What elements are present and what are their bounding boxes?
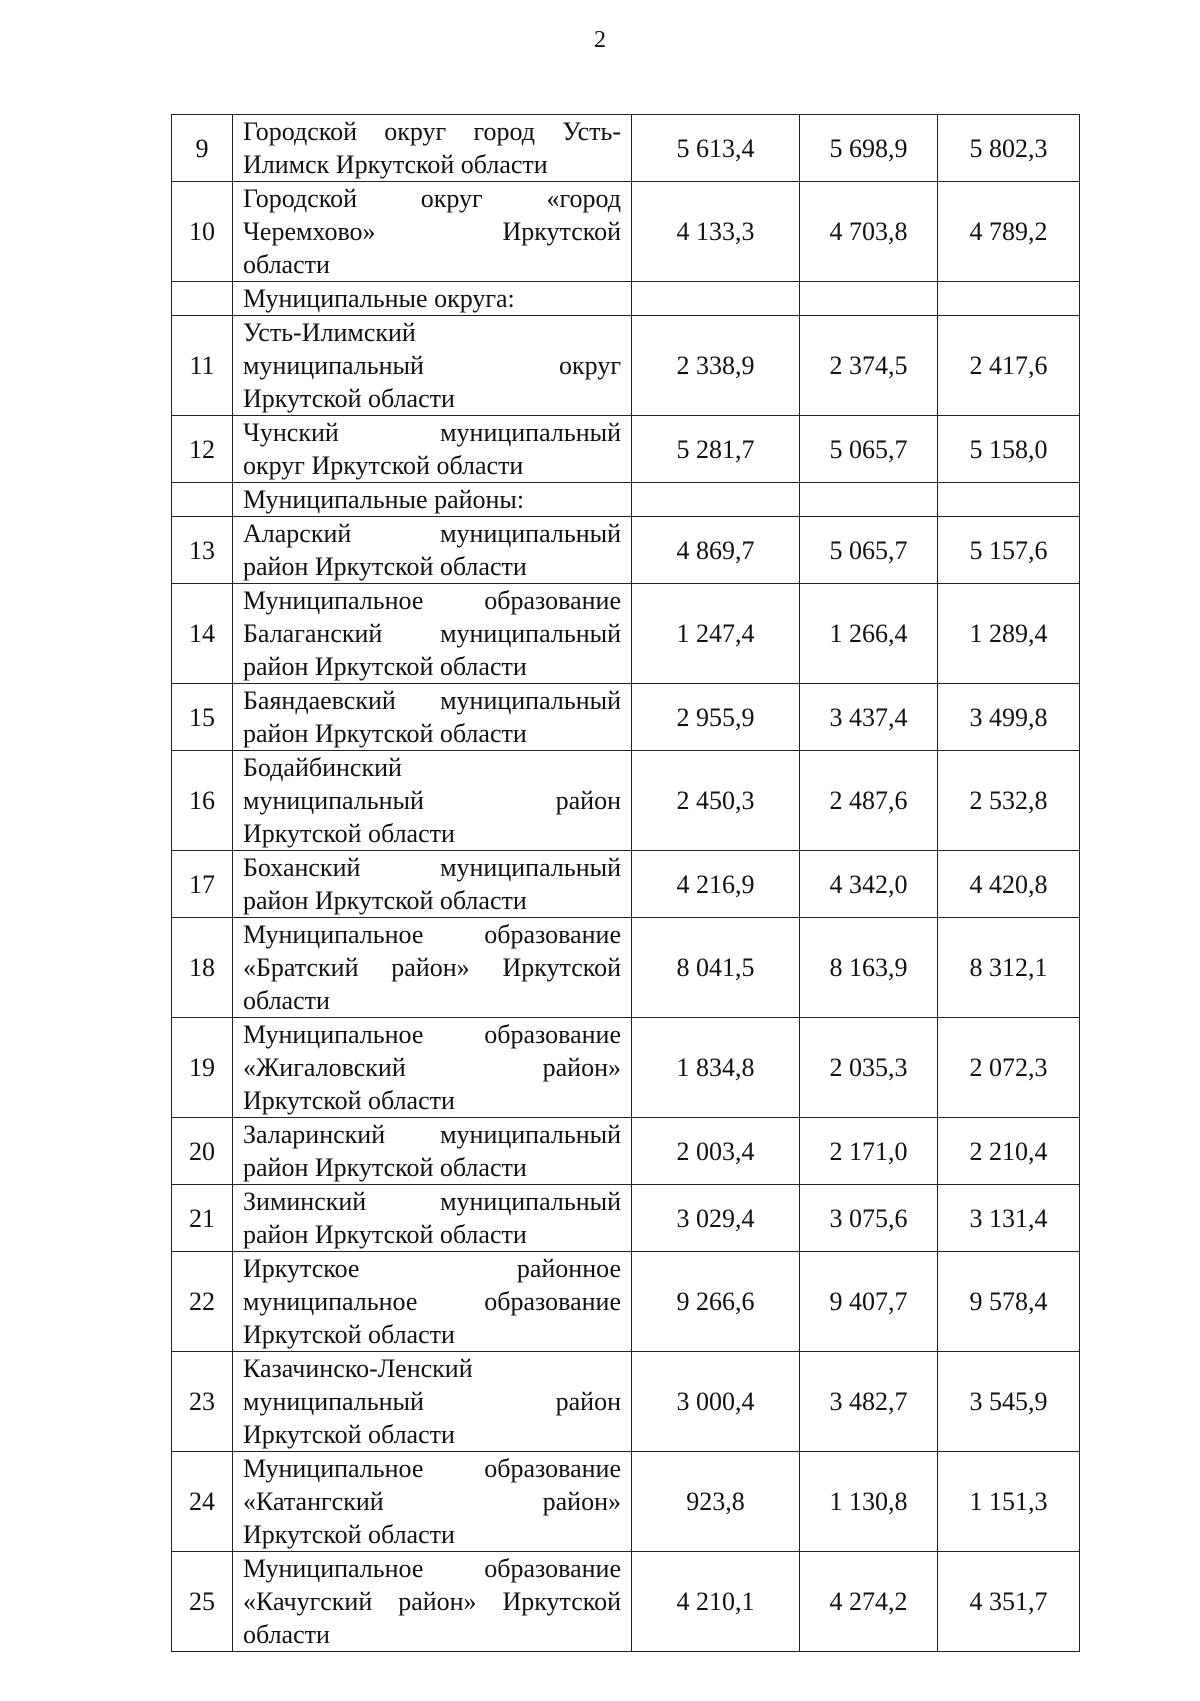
table-row [172,918,1080,1018]
name-line: муниципальный округ [243,351,621,380]
name-line: «Катангский район» [243,1487,621,1516]
name-line: «Жигаловский район» [243,1053,621,1082]
section-header-row [172,282,1080,316]
name-line: Баяндаевский муниципальный [243,686,621,715]
name-line: Иркутской области [243,1086,455,1115]
municipality-name [233,1552,632,1652]
name-line: Бодайбинский [243,753,402,782]
value-col-2: 4 274,2 [800,1552,938,1652]
value-col-2: 1 130,8 [800,1452,938,1552]
table-row [172,851,1080,918]
name-line: Иркутской области [243,1520,455,1549]
value-col-3: 5 157,6 [938,517,1080,584]
name-line: области [243,1620,330,1649]
name-line: Иркутской области [243,384,455,413]
table-row [172,1185,1080,1252]
value-col-1 [632,483,800,517]
table-body [172,115,1080,1652]
name-line: район Иркутской области [243,652,527,681]
value-col-2: 2 171,0 [800,1118,938,1185]
row-number: 20 [172,1118,233,1185]
name-line: Иркутское районное [243,1254,621,1283]
name-line: Иркутской области [243,819,455,848]
value-col-2: 2 035,3 [800,1018,938,1118]
municipality-name [233,182,632,282]
value-col-1: 3 000,4 [632,1352,800,1452]
row-number [172,282,233,316]
table-row [172,115,1080,182]
name-line: «Качугский район» Иркутской [243,1587,621,1616]
value-col-3: 3 131,4 [938,1185,1080,1252]
table-row [172,182,1080,282]
value-col-1: 5 281,7 [632,416,800,483]
name-line: Боханский муниципальный [243,853,621,882]
name-line: Заларинский муниципальный [243,1120,621,1149]
value-col-1: 2 003,4 [632,1118,800,1185]
name-line: округ Иркутской области [243,451,524,480]
value-col-1: 4 869,7 [632,517,800,584]
value-col-1: 4 210,1 [632,1552,800,1652]
value-col-3: 4 351,7 [938,1552,1080,1652]
table-row [172,517,1080,584]
budget-table [171,114,1080,1652]
name-line: области [243,986,330,1015]
row-number: 19 [172,1018,233,1118]
value-col-1: 4 133,3 [632,182,800,282]
name-line: район Иркутской области [243,1220,527,1249]
value-col-2: 2 374,5 [800,316,938,416]
name-line: Черемхово» Иркутской [243,217,621,246]
value-col-1: 8 041,5 [632,918,800,1018]
row-number: 13 [172,517,233,584]
table-row [172,416,1080,483]
municipality-name [233,851,632,918]
table-row [172,1118,1080,1185]
municipality-name [233,1252,632,1352]
name-line: Казачинско-Ленский [243,1354,473,1383]
name-line: район Иркутской области [243,886,527,915]
page-number: 2 [594,27,606,53]
municipality-name [233,115,632,182]
value-col-2: 3 437,4 [800,684,938,751]
value-col-3: 5 802,3 [938,115,1080,182]
name-line: муниципальный район [243,786,621,815]
table-row [172,1018,1080,1118]
name-line: Зиминский муниципальный [243,1187,621,1216]
row-number: 23 [172,1352,233,1452]
value-col-3: 1 289,4 [938,584,1080,684]
value-col-3: 2 532,8 [938,751,1080,851]
municipality-name [233,316,632,416]
table-row [172,584,1080,684]
row-number: 12 [172,416,233,483]
value-col-1: 5 613,4 [632,115,800,182]
value-col-3: 9 578,4 [938,1252,1080,1352]
value-col-1: 2 450,3 [632,751,800,851]
value-col-1: 1 834,8 [632,1018,800,1118]
value-col-2: 2 487,6 [800,751,938,851]
value-col-3: 3 499,8 [938,684,1080,751]
value-col-2: 3 075,6 [800,1185,938,1252]
name-line: Муниципальные округа: [243,284,515,313]
value-col-3: 1 151,3 [938,1452,1080,1552]
municipality-name [233,1352,632,1452]
value-col-3: 4 420,8 [938,851,1080,918]
value-col-3: 2 210,4 [938,1118,1080,1185]
row-number: 24 [172,1452,233,1552]
name-line: Муниципальное образование [243,586,621,615]
section-header-row [172,483,1080,517]
municipality-name [233,584,632,684]
value-col-1: 4 216,9 [632,851,800,918]
value-col-1: 2 955,9 [632,684,800,751]
municipality-name [233,751,632,851]
row-number: 21 [172,1185,233,1252]
value-col-2: 4 703,8 [800,182,938,282]
name-line: район Иркутской области [243,719,527,748]
value-col-3 [938,282,1080,316]
municipality-name [233,1185,632,1252]
value-col-2: 5 065,7 [800,517,938,584]
name-line: Городской округ город Усть- [243,117,621,146]
value-col-1 [632,282,800,316]
value-col-2: 8 163,9 [800,918,938,1018]
value-col-3: 8 312,1 [938,918,1080,1018]
municipality-name [233,1118,632,1185]
value-col-3: 3 545,9 [938,1352,1080,1452]
value-col-1: 3 029,4 [632,1185,800,1252]
municipality-name [233,1452,632,1552]
row-number: 25 [172,1552,233,1652]
row-number: 15 [172,684,233,751]
value-col-1: 1 247,4 [632,584,800,684]
name-line: Муниципальные районы: [243,485,525,514]
value-col-3 [938,483,1080,517]
name-line: муниципальное образование [243,1287,621,1316]
name-line: Илимск Иркутской области [243,150,548,179]
row-number: 14 [172,584,233,684]
table-row [172,316,1080,416]
row-number: 16 [172,751,233,851]
value-col-1: 9 266,6 [632,1252,800,1352]
section-title [233,282,632,316]
row-number: 22 [172,1252,233,1352]
name-line: области [243,250,330,279]
name-line: район Иркутской области [243,1153,527,1182]
name-line: Балаганский муниципальный [243,619,621,648]
municipality-name [233,517,632,584]
name-line: «Братский район» Иркутской [243,953,621,982]
value-col-1: 923,8 [632,1452,800,1552]
name-line: Муниципальное образование [243,1554,621,1583]
value-col-2 [800,282,938,316]
municipality-name [233,684,632,751]
value-col-2: 4 342,0 [800,851,938,918]
municipality-name [233,1018,632,1118]
municipality-name [233,918,632,1018]
name-line: район Иркутской области [243,552,527,581]
value-col-1: 2 338,9 [632,316,800,416]
name-line: Муниципальное образование [243,1020,621,1049]
value-col-3: 2 072,3 [938,1018,1080,1118]
table-row [172,1352,1080,1452]
row-number [172,483,233,517]
table-row [172,684,1080,751]
row-number: 11 [172,316,233,416]
name-line: муниципальный район [243,1387,621,1416]
name-line: Иркутской области [243,1320,455,1349]
value-col-3: 5 158,0 [938,416,1080,483]
name-line: Аларский муниципальный [243,519,621,548]
section-title [233,483,632,517]
name-line: Муниципальное образование [243,1454,621,1483]
row-number: 9 [172,115,233,182]
value-col-3: 4 789,2 [938,182,1080,282]
table-row [172,1552,1080,1652]
name-line: Городской округ «город [243,184,621,213]
name-line: Муниципальное образование [243,920,621,949]
row-number: 10 [172,182,233,282]
value-col-3: 2 417,6 [938,316,1080,416]
row-number: 18 [172,918,233,1018]
name-line: Иркутской области [243,1420,455,1449]
name-line: Чунский муниципальный [243,418,621,447]
value-col-2 [800,483,938,517]
name-line: Усть-Илимский [243,318,416,347]
value-col-2: 5 065,7 [800,416,938,483]
table-row [172,1452,1080,1552]
value-col-2: 9 407,7 [800,1252,938,1352]
table-row [172,751,1080,851]
table-row [172,1252,1080,1352]
value-col-2: 3 482,7 [800,1352,938,1452]
value-col-2: 1 266,4 [800,584,938,684]
municipality-name [233,416,632,483]
row-number: 17 [172,851,233,918]
value-col-2: 5 698,9 [800,115,938,182]
